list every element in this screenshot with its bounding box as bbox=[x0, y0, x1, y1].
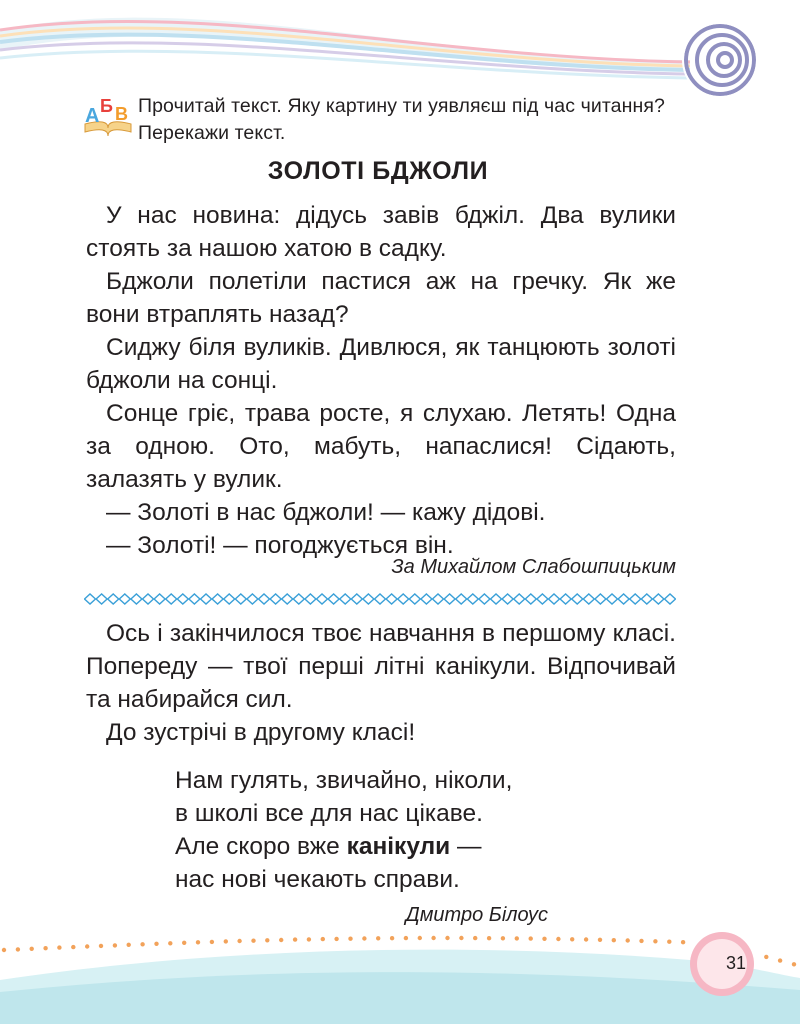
decor-dot bbox=[16, 947, 20, 951]
decor-dot bbox=[71, 945, 75, 949]
decor-dot bbox=[667, 940, 671, 944]
bottom-wave-decoration bbox=[0, 920, 800, 1024]
decor-dot bbox=[792, 962, 796, 966]
divider-diamond bbox=[143, 594, 154, 604]
decor-dot bbox=[542, 937, 546, 941]
divider-diamond bbox=[96, 594, 107, 604]
divider-diamond bbox=[398, 594, 409, 604]
story-author: За Михайлом Слабошпицьким bbox=[391, 556, 676, 578]
svg-text:А: А bbox=[85, 105, 100, 127]
page-number: 31 bbox=[725, 953, 747, 973]
story-dialogue: — Золоті в нас бджоли! — кажу дідові. bbox=[106, 499, 546, 526]
decor-dot bbox=[418, 936, 422, 940]
story-paragraph: У нас новина: дідусь завів бджіл. Два вулики стоять за нашою хатою в садку. bbox=[86, 202, 676, 262]
decor-dot bbox=[334, 937, 338, 941]
decor-dot bbox=[459, 936, 463, 940]
divider-diamond bbox=[653, 594, 664, 604]
poem-line-part: Але скоро вже bbox=[175, 833, 347, 860]
decor-dot bbox=[154, 942, 158, 946]
decor-dot bbox=[376, 936, 380, 940]
divider-diamond bbox=[502, 594, 513, 604]
decor-dot bbox=[445, 936, 449, 940]
divider-diamond bbox=[131, 594, 142, 604]
decor-dot bbox=[85, 944, 89, 948]
decor-dot bbox=[626, 938, 630, 942]
divider-diamond bbox=[305, 594, 316, 604]
divider-diamond bbox=[282, 594, 293, 604]
divider-diamond bbox=[340, 594, 351, 604]
poem bbox=[175, 764, 595, 896]
decor-dot bbox=[251, 939, 255, 943]
decor-dot bbox=[30, 947, 34, 951]
svg-text:В: В bbox=[115, 104, 128, 124]
divider-diamond bbox=[201, 594, 212, 604]
decor-dot bbox=[127, 943, 131, 947]
decor-dot bbox=[473, 936, 477, 940]
divider-diamond bbox=[409, 594, 420, 604]
decor-dot bbox=[293, 937, 297, 941]
poem-line: нас нові чекають справи. bbox=[175, 866, 460, 893]
divider-diamond bbox=[491, 594, 502, 604]
decor-dot bbox=[529, 936, 533, 940]
divider-diamond bbox=[247, 594, 258, 604]
decor-dot bbox=[113, 943, 117, 947]
poem-line: в школі все для нас цікаве. bbox=[175, 800, 483, 827]
divider-diamond bbox=[259, 594, 270, 604]
divider-diamond bbox=[270, 594, 281, 604]
decor-dot bbox=[764, 955, 768, 959]
decor-dot bbox=[140, 942, 144, 946]
decor-dot bbox=[390, 936, 394, 940]
divider-diamond bbox=[386, 594, 397, 604]
story-dialogue: — Золоті! — погоджується він. bbox=[106, 532, 454, 559]
story-paragraph: Сонце гріє, трава росте, я слухаю. Летять! Одна за одною. Ото, мабуть, напаслися! Сідають, залазять у вулик. bbox=[86, 400, 676, 493]
decor-dot bbox=[570, 937, 574, 941]
divider-diamond bbox=[514, 594, 525, 604]
divider-diamond bbox=[433, 594, 444, 604]
decor-dot bbox=[778, 958, 782, 962]
divider-diamond bbox=[618, 594, 629, 604]
poem-bold-word: канікули bbox=[346, 833, 451, 860]
decor-dot bbox=[487, 936, 491, 940]
decor-dot bbox=[431, 936, 435, 940]
divider-diamond bbox=[583, 594, 594, 604]
divider-diamond bbox=[212, 594, 223, 604]
divider-diamond bbox=[549, 594, 560, 604]
closing-paragraph: До зустрічі в другому класі! bbox=[106, 719, 416, 746]
divider-diamond bbox=[607, 594, 618, 604]
decor-dot bbox=[2, 948, 6, 952]
decor-dot bbox=[99, 944, 103, 948]
decor-dot bbox=[224, 939, 228, 943]
poem-line bbox=[175, 830, 595, 863]
decor-dot bbox=[279, 938, 283, 942]
diamond-divider bbox=[84, 591, 676, 607]
poem-author: Дмитро Білоус bbox=[405, 904, 548, 926]
divider-diamond bbox=[479, 594, 490, 604]
closing-paragraph: Ось і закінчилося твоє навчання в першому класі. Попереду — твої перші літні канікули. Відпочивай та набирайся сил. bbox=[86, 620, 676, 713]
decor-dot bbox=[362, 936, 366, 940]
abv-book-icon bbox=[83, 94, 133, 136]
divider-diamond bbox=[224, 594, 235, 604]
divider-diamond bbox=[317, 594, 328, 604]
decor-dot bbox=[182, 941, 186, 945]
divider-diamond bbox=[525, 594, 536, 604]
divider-diamond bbox=[235, 594, 246, 604]
decor-dot bbox=[321, 937, 325, 941]
spiral-icon bbox=[686, 26, 754, 94]
poem-line: Нам гулять, звичайно, ніколи, bbox=[175, 767, 513, 794]
divider-diamond bbox=[154, 594, 165, 604]
decor-dot bbox=[501, 936, 505, 940]
decor-dot bbox=[639, 939, 643, 943]
decor-dot bbox=[237, 939, 241, 943]
divider-diamond bbox=[665, 594, 676, 604]
decor-dot bbox=[57, 945, 61, 949]
divider-diamond bbox=[108, 594, 119, 604]
decor-dot bbox=[612, 938, 616, 942]
divider-diamond bbox=[630, 594, 641, 604]
story-paragraph: Бджоли полетіли пастися аж на гречку. Як же вони втраплять назад? bbox=[86, 268, 676, 328]
divider-diamond bbox=[119, 594, 130, 604]
divider-diamond bbox=[560, 594, 571, 604]
story-text bbox=[86, 199, 676, 562]
decor-dot bbox=[653, 939, 657, 943]
divider-diamond bbox=[467, 594, 478, 604]
closing-text bbox=[86, 617, 676, 749]
decor-dot bbox=[515, 936, 519, 940]
divider-diamond bbox=[166, 594, 177, 604]
decor-dot bbox=[43, 946, 47, 950]
divider-diamond bbox=[641, 594, 652, 604]
decor-dot bbox=[307, 937, 311, 941]
task-instruction: Прочитай текст. Яку картину ти уявляєш під час читання? Перекажи текст. bbox=[138, 95, 665, 144]
decor-dot bbox=[404, 936, 408, 940]
divider-diamond bbox=[421, 594, 432, 604]
divider-diamond bbox=[85, 594, 96, 604]
svg-text:Б: Б bbox=[100, 96, 113, 116]
divider-diamond bbox=[351, 594, 362, 604]
decor-dot bbox=[168, 941, 172, 945]
story-paragraph: Сиджу біля вуликів. Дивлюся, як танцюють золоті бджоли на сонці. bbox=[86, 334, 676, 394]
decor-dot bbox=[598, 938, 602, 942]
divider-diamond bbox=[375, 594, 386, 604]
decor-dot bbox=[681, 940, 685, 944]
divider-diamond bbox=[444, 594, 455, 604]
decor-dot bbox=[348, 937, 352, 941]
decor-dot bbox=[196, 940, 200, 944]
divider-diamond bbox=[363, 594, 374, 604]
poem-line-part: — bbox=[450, 833, 482, 860]
story-title: ЗОЛОТІ БДЖОЛИ bbox=[267, 157, 489, 185]
decor-dot bbox=[265, 938, 269, 942]
divider-diamond bbox=[189, 594, 200, 604]
decor-dot bbox=[210, 940, 214, 944]
divider-diamond bbox=[456, 594, 467, 604]
divider-diamond bbox=[177, 594, 188, 604]
decor-dot bbox=[556, 937, 560, 941]
divider-diamond bbox=[572, 594, 583, 604]
decor-dot bbox=[584, 937, 588, 941]
divider-diamond bbox=[328, 594, 339, 604]
divider-diamond bbox=[537, 594, 548, 604]
divider-diamond bbox=[293, 594, 304, 604]
divider-diamond bbox=[595, 594, 606, 604]
